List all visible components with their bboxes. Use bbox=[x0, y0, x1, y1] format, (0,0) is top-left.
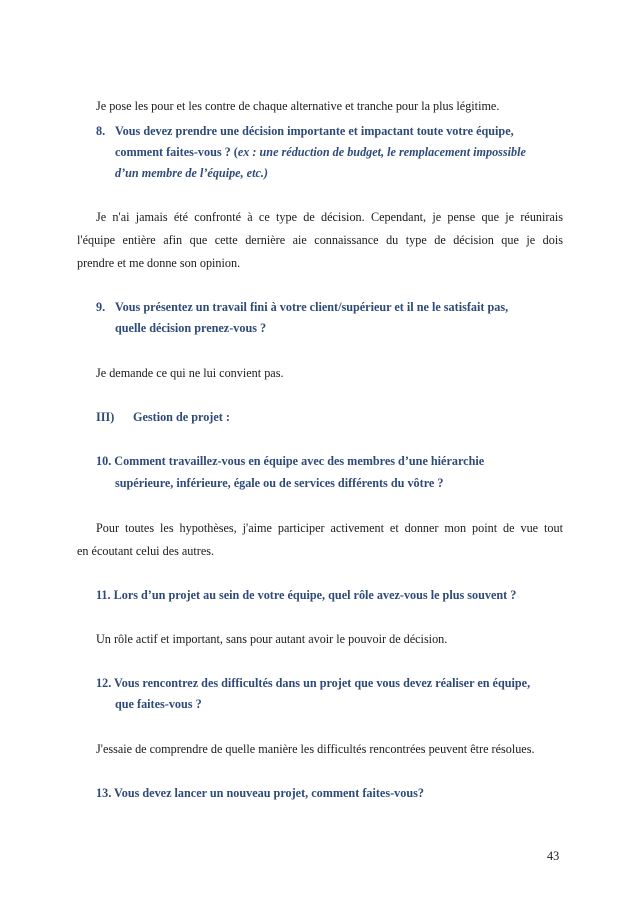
answer-7-text: Je pose les pour et les contre de chaque alternative et tranche pour la plus légitime. bbox=[96, 99, 500, 113]
question-8-line-1: Vous devez prendre une décision importante et impactant toute votre équipe, bbox=[115, 124, 514, 138]
answer-11-text: Un rôle actif et important, sans pour autant avoir le pouvoir de décision. bbox=[96, 632, 448, 646]
question-12-line-2: que faites-vous ? bbox=[115, 697, 202, 711]
question-9-line-1: Vous présentez un travail fini à votre client/supérieur et il ne le satisfait pas, bbox=[115, 300, 509, 314]
question-8-line-2-italic: ex : une réduction de budget, le remplacement impossible bbox=[237, 145, 526, 159]
question-8-line-2-bold: comment faites-vous ? ( bbox=[115, 145, 238, 159]
question-8-line-3: d’un membre de l’équipe, etc.) bbox=[115, 166, 268, 180]
answer-12-text: J'essaie de comprendre de quelle manière les difficultés rencontrées peuvent être résolues. bbox=[96, 742, 535, 756]
answer-8-line-1: Je n'ai jamais été confronté à ce type de décision. Cependant, je pense que je réunirais bbox=[96, 210, 563, 224]
question-9-line-2: quelle décision prenez-vous ? bbox=[115, 321, 267, 335]
answer-8-line-3: prendre et me donne son opinion. bbox=[77, 256, 241, 270]
answer-10-line-2: en écoutant celui des autres. bbox=[77, 544, 215, 558]
question-8-number: 8. bbox=[96, 124, 106, 138]
question-10-line-2: supérieure, inférieure, égale ou de services différents du vôtre ? bbox=[115, 476, 444, 490]
question-10-line-1: 10. Comment travaillez-vous en équipe avec des membres d’une hiérarchie bbox=[96, 454, 485, 468]
section-3-title: Gestion de projet : bbox=[133, 410, 230, 424]
answer-8-line-2: l'équipe entière afin que cette dernière aie connaissance du type de décision que je dois bbox=[77, 233, 563, 247]
section-3-number: III) bbox=[96, 410, 115, 424]
page-number: 43 bbox=[547, 849, 560, 863]
question-11-text: 11. Lors d’un projet au sein de votre équipe, quel rôle avez-vous le plus souvent ? bbox=[96, 588, 517, 602]
question-13-text: 13. Vous devez lancer un nouveau projet, comment faites-vous? bbox=[96, 786, 424, 800]
question-8-line-2 bbox=[115, 145, 526, 160]
answer-9-text: Je demande ce qui ne lui convient pas. bbox=[96, 366, 284, 380]
question-9-number: 9. bbox=[96, 300, 106, 314]
question-12-line-1: 12. Vous rencontrez des difficultés dans un projet que vous devez réaliser en équipe, bbox=[96, 676, 531, 690]
answer-10-line-1: Pour toutes les hypothèses, j'aime participer activement et donner mon point de vue tout bbox=[96, 521, 563, 535]
